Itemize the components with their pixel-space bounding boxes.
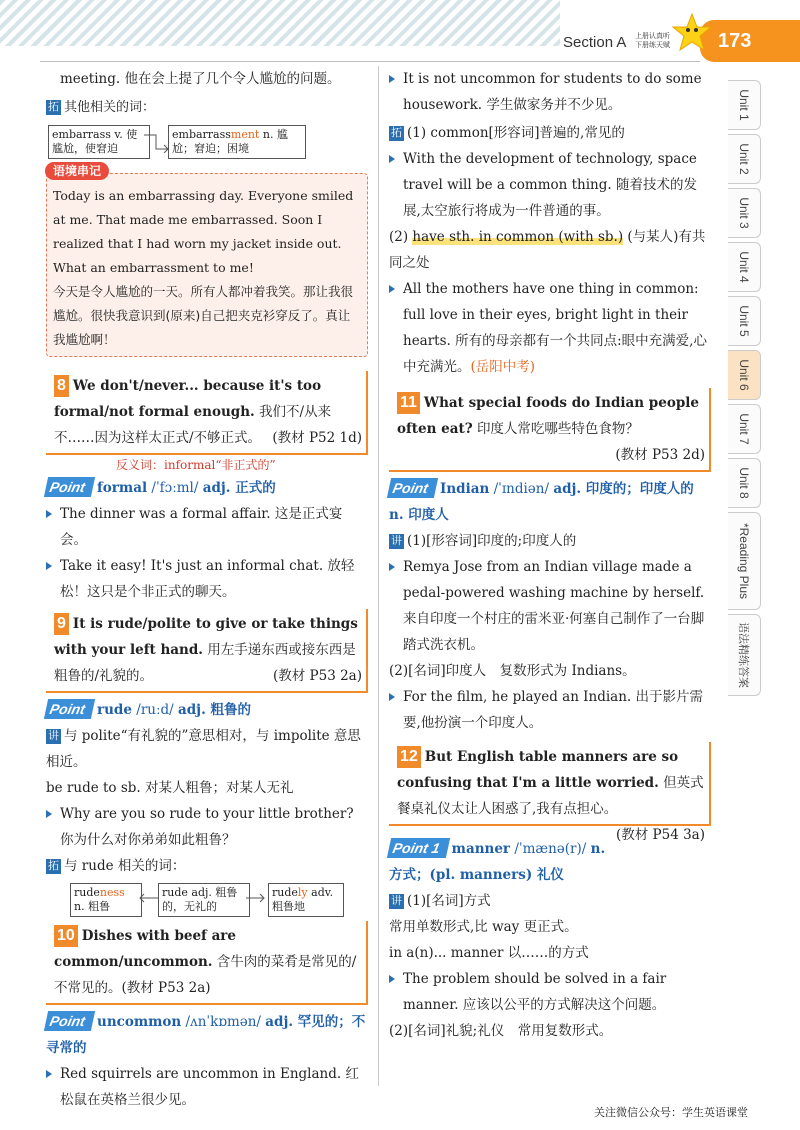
note-text: (1) common[形容词]普遍的,常见的: [407, 125, 625, 141]
example: For the film, he played an Indian. 出于影片需要,他扮演一个印度人。: [389, 684, 711, 736]
phonetic: /ˈɪndiən/: [493, 481, 550, 497]
tab-reading-plus[interactable]: *Reading Plus: [728, 512, 761, 610]
example: The dinner was a formal affair. 这是正式宴会。: [46, 501, 368, 553]
keyword: formal: [97, 480, 148, 496]
sentence-box-12: [389, 742, 711, 843]
word-box: embarrassment n. 尴尬；窘迫；困境: [168, 125, 306, 159]
example: Take it easy! It's just an informal chat. 放轻松！这只是个非正式的聊天。: [46, 553, 368, 605]
extend-text: 其他相关的词：: [64, 100, 156, 115]
right-column: It is not uncommon for students to do some housework. 学生做家务并不少见。 拓 (1) common[形容词]普遍的,常见的 With the development of technology, space travel will be a common thing. 随着技术的发展,太空旅行将成为一件普通的事。 (2) have sth. in common (with sb.) (与某人)有共同之处 All the mothers have one thing in common: full love in their eyes, bright light in their hearts. 所有的母亲都有一个共同点:眼中充满爱,心中充满光。(岳阳中考) 11 What special foods do Indian people often eat? 印度人常吃哪些特色食物？ (教材 P53 2d) Point Indian /ˈɪndiən/ adj. 印度的；印度人的 n. 印度人 讲 (1)[形容词]印度的;印度人的 Remya Jose from an Indian village made a pedal-powered washing machine by herself. 来自印度一个村庄的雷米亚·何塞自己制作了一台脚踏式洗衣机。 (2)[名词]印度人 复数形式为 Indians。 For the film, he played an Indian. 出于影片需要,他扮演一个印度人。 12 But English table manners are so confusing that I'm a little worried. 但英式餐桌礼仪太让人困惑了,我有点担心。 (教材 P54 3a) Point 1 manner /ˈmænə(r)/ n. 方式；(pl. manners) 礼仪 讲 (1)[名词]方式 常用单数形式,比 way 更正式。 in a(n)... manner 以……的方式 The problem should be solved in a fair manner. 应该以公平的方式解决这个问题。 (2)[名词]礼貌;礼仪 常用复数形式。: [389, 66, 711, 1044]
header-subtitle: 上册认真听 下册练天赋: [635, 33, 670, 49]
sentence-chinese: 印度人常吃哪些特色食物？: [476, 421, 639, 437]
phrase-text: in a(n)... manner 以……的方式: [389, 945, 589, 961]
context-chinese: 今天是令人尴尬的一天。所有人都冲着我笑。那让我很尴尬。很快我意识到(原来)自己把夹克衫穿反了。真让我尴尬啊！: [53, 284, 354, 347]
note-text: 常用单数形式,比 way 更正式。: [389, 919, 578, 935]
text-line: meeting. 他在会上提了几个令人尴尬的问题。: [60, 71, 341, 87]
textbook-ref: (教材 P54 3a): [615, 827, 705, 843]
note-text: (2)[名词]礼貌;礼仪 常用复数形式。: [389, 1023, 613, 1039]
word-family-rude: [46, 879, 368, 919]
tab-unit-2[interactable]: Unit 2: [728, 134, 761, 184]
sentence-number: 11: [397, 392, 420, 414]
sentence-english: But English table manners are so confusing that I'm a little worried.: [397, 749, 679, 791]
phrase-text: be rude to sb. 对某人粗鲁；对某人无礼: [46, 780, 294, 796]
antonym-note: 反义词：informal“非正式的”: [116, 458, 276, 472]
sentence-box-11: [389, 388, 711, 472]
note-text: (1)[名词]方式: [407, 893, 491, 909]
sentence-english: It is rude/polite to give or take things with your left hand.: [54, 616, 358, 658]
unit-tabs: [728, 80, 762, 700]
note-text: 与 polite“有礼貌的”意思相对，与 impolite 意思相近。: [46, 728, 361, 770]
column-divider: [378, 66, 379, 1086]
phonetic: /ˈmænə(r)/: [514, 841, 587, 857]
explain-icon: 讲: [391, 535, 402, 547]
point-label: Point: [387, 478, 438, 498]
star-mascot-icon: [672, 12, 712, 52]
header-stripe: [0, 0, 560, 46]
tab-unit-8[interactable]: Unit 8: [728, 458, 761, 508]
phonetic: /ˈfɔːml/: [151, 480, 199, 496]
context-card: [46, 164, 368, 357]
word-box: rudely adv. 粗鲁地: [268, 883, 344, 917]
textbook-ref: (教材 P53 2d): [615, 447, 705, 463]
footer-note: 关注微信公众号：学生英语课堂: [594, 1106, 748, 1119]
explain-icon: 讲: [48, 730, 59, 742]
point-label: Point: [44, 1011, 95, 1031]
sentence-english: Dishes with beef are common/uncommon.: [54, 928, 237, 970]
page-number: 173: [718, 30, 752, 52]
sentence-chinese: 用左手递东西或接东西是粗鲁的/礼貌的。: [54, 642, 356, 684]
keyword: manner: [451, 841, 511, 857]
tab-unit-6[interactable]: Unit 6: [728, 350, 761, 400]
source-ref: (岳阳中考): [470, 359, 536, 375]
extend-icon: 拓: [391, 127, 402, 139]
sentence-chinese: 但英式餐桌礼仪太让人困惑了,我有点担心。: [397, 775, 704, 817]
note-text: (1)[形容词]印度的;印度人的: [407, 533, 577, 549]
section-title: Section A: [563, 34, 627, 51]
arrow-icon: [144, 133, 170, 153]
sentence-english: What special foods do Indian people often eat?: [397, 395, 699, 437]
sentence-box-10: [46, 921, 368, 1005]
keyword: Indian: [440, 481, 490, 497]
sentence-chinese: 含牛肉的菜肴是常见的/不常见的。: [54, 954, 357, 996]
context-title: 语境串记: [45, 162, 109, 180]
example: Red squirrels are uncommon in England. 红松鼠在英格兰很少见。: [46, 1061, 368, 1113]
point-label: Point: [44, 477, 95, 497]
word-family-embarrass: [46, 123, 368, 161]
part-of-speech: adj. 正式的: [202, 480, 276, 496]
sentence-box-9: [46, 609, 368, 693]
page-header: [0, 0, 800, 62]
explain-icon: 讲: [391, 895, 402, 907]
part-of-speech: adj. 印度的；印度人的 n. 印度人: [389, 481, 694, 523]
left-column: [46, 66, 368, 1113]
sentence-box-8: [46, 371, 368, 455]
tab-unit-1[interactable]: Unit 1: [728, 80, 761, 130]
keyword: uncommon: [97, 1014, 182, 1030]
highlighted-phrase: have sth. in common (with sb.): [412, 229, 624, 245]
tab-grammar-answers[interactable]: 语法精练答案: [728, 614, 761, 696]
tab-unit-5[interactable]: Unit 5: [728, 296, 761, 346]
extend-icon: 拓: [48, 101, 59, 113]
word-box: rudeness n. 粗鲁: [70, 883, 142, 917]
phonetic: /ʌnˈkɒmən/: [185, 1014, 261, 1030]
tab-unit-4[interactable]: Unit 4: [728, 242, 761, 292]
sentence-english: We don't/never... because it's too formal/not formal enough.: [54, 378, 322, 420]
example: The problem should be solved in a fair manner. 应该以公平的方式解决这个问题。: [389, 966, 711, 1018]
arrow-icon: [246, 893, 268, 903]
sentence-number: 10: [54, 925, 78, 947]
word-box: embarrass v. 使尴尬，使窘迫: [48, 125, 150, 159]
arrow-icon: [138, 893, 158, 903]
part-of-speech: n. 方式；(pl. manners) 礼仪: [389, 841, 606, 883]
textbook-ref: (教材 P53 2a): [272, 668, 362, 684]
part-of-speech: adj. 粗鲁的: [178, 702, 251, 718]
keyword: rude: [97, 702, 132, 718]
part-of-speech: adj. 罕见的；不寻常的: [46, 1014, 366, 1056]
extend-text: 与 rude 相关的词：: [64, 858, 186, 874]
note-text: (2)[名词]印度人 复数形式为 Indians。: [389, 663, 636, 679]
phonetic: /ruːd/: [136, 702, 174, 718]
textbook-ref: (教材 P52 1d): [272, 430, 362, 446]
tab-unit-7[interactable]: Unit 7: [728, 404, 761, 454]
sentence-number: 9: [54, 613, 69, 635]
tab-unit-3[interactable]: Unit 3: [728, 188, 761, 238]
sentence-chinese: 我们不/从来不……因为这样太正式/不够正式。: [54, 404, 332, 446]
example: With the development of technology, space travel will be a common thing. 随着技术的发展,太空旅行将成为一件普通的事。: [389, 146, 711, 224]
point-label: Point 1: [387, 838, 450, 858]
example: Remya Jose from an Indian village made a pedal-powered washing machine by herself. 来自印度一个村庄的雷米亚·何塞自己制作了一台脚踏式洗衣机。: [389, 554, 711, 658]
sentence-number: 12: [397, 746, 421, 768]
context-english: Today is an embarrassing day. Everyone smiled at me. That made me embarrassed. Soon I realized that I had worn my jacket inside out. What an embarrassment to me!: [53, 188, 354, 275]
word-box: rude adj. 粗鲁的，无礼的: [158, 883, 250, 917]
example: All the mothers have one thing in common: full love in their eyes, bright light in their hearts. 所有的母亲都有一个共同点:眼中充满爱,心中充满光。(岳阳中考): [389, 276, 711, 380]
example: It is not uncommon for students to do some housework. 学生做家务并不少见。: [389, 66, 711, 118]
extend-icon: 拓: [48, 860, 59, 872]
page-number-box: [700, 20, 800, 62]
point-label: Point: [44, 699, 95, 719]
example: Why are you so rude to your little brother? 你为什么对你弟弟如此粗鲁？: [46, 801, 368, 853]
textbook-ref: (教材 P53 2a): [121, 980, 211, 996]
sentence-number: 8: [54, 375, 69, 397]
